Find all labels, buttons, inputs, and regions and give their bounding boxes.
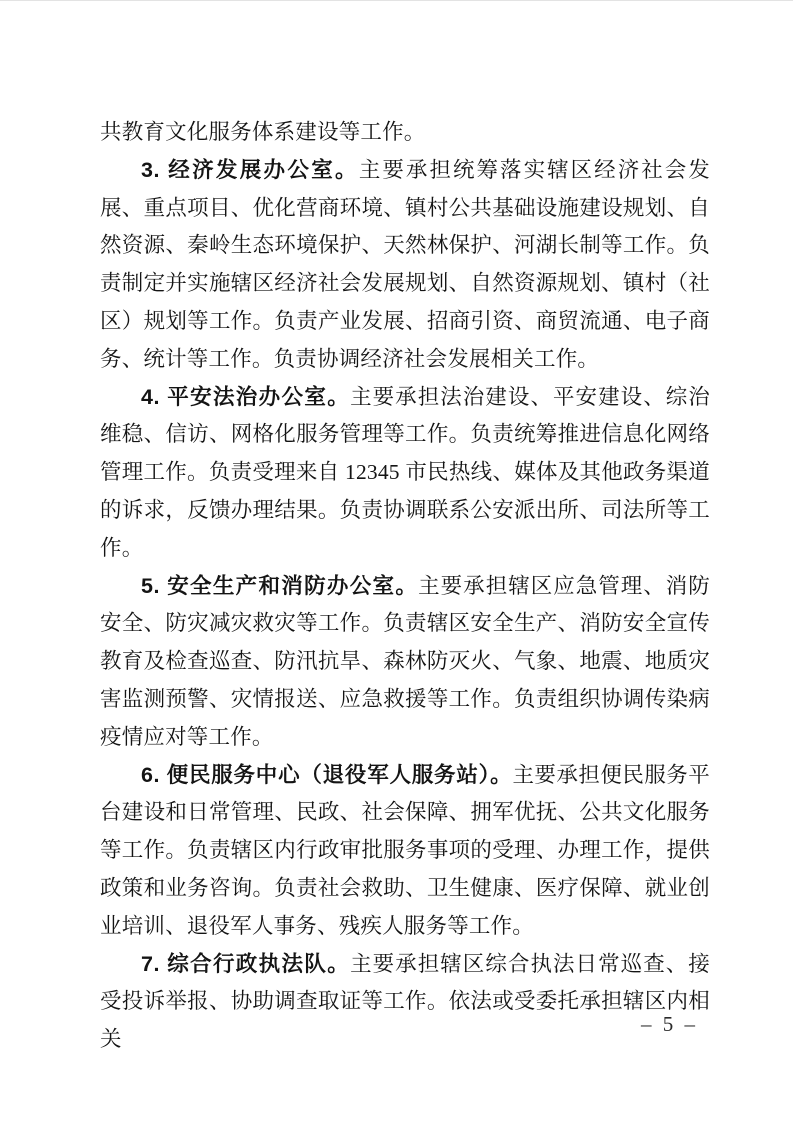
section-6-heading: 6. 便民服务中心（退役军人服务站）。: [141, 762, 513, 787]
section-4-heading: 4. 平安法治办公室。: [141, 384, 351, 409]
section-5-heading: 5. 安全生产和消防办公室。: [141, 573, 419, 598]
section-5-body: 主要承担辖区应急管理、消防安全、防灾减灾救灾等工作。负责辖区安全生产、消防安全宣传教育及检查巡查、防汛抗旱、森林防灭火、气象、地震、地质灾害监测预警、灾情报送、应急救援等工作。负责组织协调传染病疫情应对等工作。: [100, 573, 710, 749]
paragraph-continuation-text: 共教育文化服务体系建设等工作。: [100, 120, 426, 144]
document-text-block: [100, 114, 710, 1059]
section-6-body: 主要承担便民服务平台建设和日常管理、民政、社会保障、拥军优抚、公共文化服务等工作。负责辖区内行政审批服务事项的受理、办理工作，提供政策和业务咨询。负责社会救助、卫生健康、医疗保障、就业创业培训、退役军人事务、残疾人服务等工作。: [100, 762, 710, 938]
paragraph-continuation: [100, 114, 710, 152]
paragraph-section-6: [100, 757, 710, 946]
section-3-heading: 3. 经济发展办公室。: [141, 157, 359, 182]
section-4-body: 主要承担法治建设、平安建设、综治维稳、信访、网格化服务管理等工作。负责统筹推进信息化网络管理工作。负责受理来自 12345 市民热线、媒体及其他政务渠道的诉求，反馈办理结果。负责协调联系公安派出所、司法所等工作。: [100, 384, 711, 560]
page-number: – 5 –: [641, 1012, 698, 1036]
paragraph-section-7: [100, 946, 710, 1059]
section-7-body: 主要承担辖区综合执法日常巡查、接受投诉举报、协助调查取证等工作。依法或受委托承担辖区内相关: [100, 951, 711, 1052]
section-7-heading: 7. 综合行政执法队。: [141, 951, 351, 976]
section-3-body: 主要承担统筹落实辖区经济社会发展、重点项目、优化营商环境、镇村公共基础设施建设规划、自然资源、秦岭生态环境保护、天然林保护、河湖长制等工作。负责制定并实施辖区经济社会发展规划、自然资源规划、镇村（社区）规划等工作。负责产业发展、招商引资、商贸流通、电子商务、统计等工作。负责协调经济社会发展相关工作。: [100, 157, 710, 371]
paragraph-section-3: [100, 152, 710, 379]
paragraph-section-5: [100, 568, 710, 757]
paragraph-section-4: [100, 379, 710, 568]
